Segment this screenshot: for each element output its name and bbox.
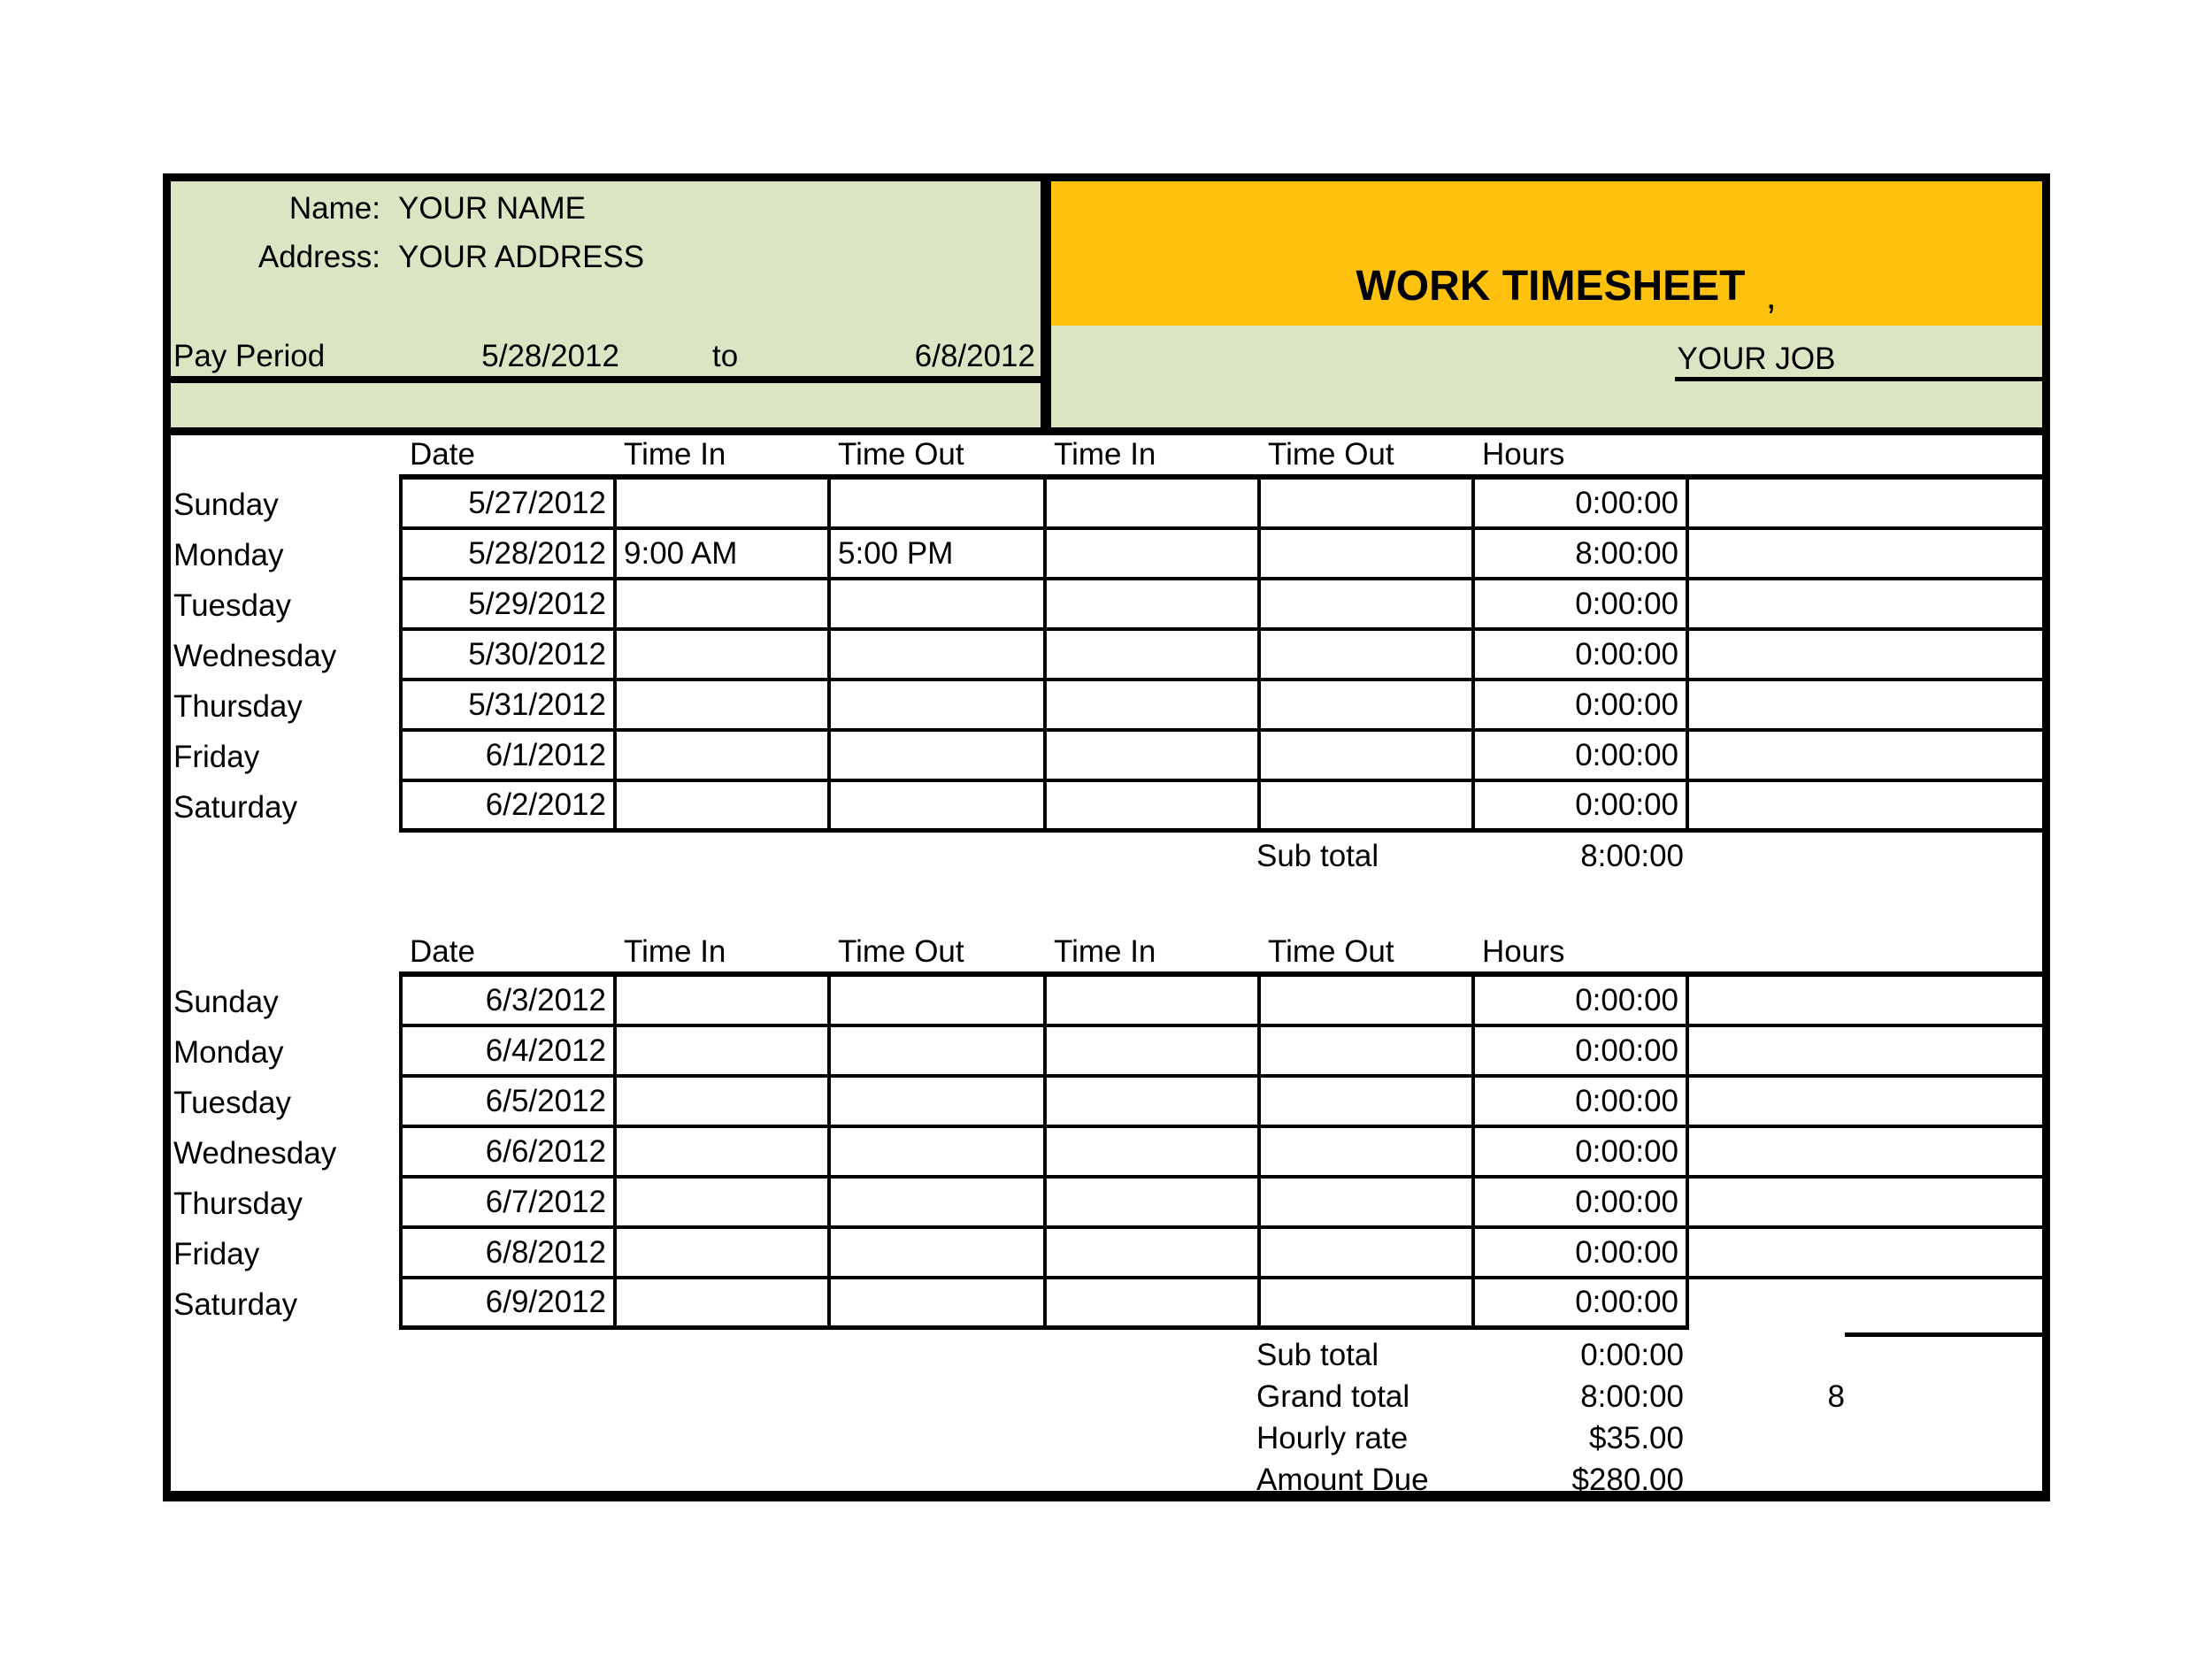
time-in-1-cell[interactable]	[613, 631, 827, 678]
hours-cell: 0:00:00	[1471, 1279, 1689, 1330]
time-out-1-cell[interactable]	[827, 681, 1043, 728]
time-out-2-cell[interactable]	[1257, 1128, 1471, 1175]
time-in-2-cell[interactable]	[1043, 580, 1257, 627]
col-header-hours: Hours	[1482, 934, 1565, 969]
table-area-top-border	[163, 427, 2050, 435]
hours-cell: 8:00:00	[1471, 530, 1689, 577]
week2-saturday-right-line	[1845, 1332, 2042, 1337]
grand-total-value: 8:00:00	[1580, 1379, 1684, 1414]
time-out-1-cell[interactable]	[827, 1078, 1043, 1125]
time-out-2-cell[interactable]	[1257, 1027, 1471, 1074]
header-divider	[1041, 173, 1051, 435]
time-in-2-cell[interactable]	[1043, 480, 1257, 526]
time-out-2-cell[interactable]	[1257, 782, 1471, 828]
date-cell[interactable]: 5/27/2012	[399, 480, 613, 526]
time-out-1-cell[interactable]	[827, 782, 1043, 828]
time-in-1-cell[interactable]	[613, 1128, 827, 1175]
col-header-time-in-2: Time In	[1054, 437, 1156, 472]
time-in-1-cell[interactable]	[613, 732, 827, 779]
page-title: WORK TIMESHEET	[1356, 263, 1746, 310]
time-out-1-cell[interactable]	[827, 580, 1043, 627]
pay-period-end[interactable]: 6/8/2012	[914, 339, 1035, 373]
time-out-2-cell[interactable]	[1257, 530, 1471, 577]
employee-panel-bottom-border	[163, 376, 1041, 383]
day-label: Thursday	[173, 1186, 303, 1221]
col-header-date: Date	[410, 934, 475, 969]
time-out-1-cell[interactable]	[827, 1128, 1043, 1175]
time-in-1-cell[interactable]	[613, 977, 827, 1024]
time-in-2-cell[interactable]	[1043, 1027, 1257, 1074]
day-label: Sunday	[173, 984, 279, 1019]
stray-apostrophe: ʼ	[1767, 298, 1776, 342]
time-out-1-cell[interactable]: 5:00 PM	[827, 530, 1043, 577]
table-row	[163, 732, 2050, 782]
col-header-date: Date	[410, 437, 475, 472]
table-row	[163, 1229, 2050, 1279]
week2-table	[163, 933, 2050, 1330]
week1-subtotal-value: 8:00:00	[1580, 839, 1684, 873]
table-row	[163, 631, 2050, 681]
time-in-1-cell[interactable]	[613, 782, 827, 828]
day-label: Friday	[173, 739, 260, 774]
time-in-2-cell[interactable]	[1043, 782, 1257, 828]
time-in-2-cell[interactable]	[1043, 1279, 1257, 1330]
time-in-1-cell[interactable]	[613, 1027, 827, 1074]
time-out-1-cell[interactable]	[827, 732, 1043, 779]
hours-cell: 0:00:00	[1471, 580, 1689, 627]
col-header-time-out-2: Time Out	[1268, 934, 1394, 969]
hours-cell: 0:00:00	[1471, 631, 1689, 678]
day-label: Monday	[173, 537, 284, 572]
col-header-time-in-2: Time In	[1054, 934, 1156, 969]
table-row	[163, 480, 2050, 530]
table-row	[163, 530, 2050, 580]
outer-border-bottom	[163, 1491, 2050, 1501]
day-label: Saturday	[173, 1286, 298, 1322]
time-in-2-cell[interactable]	[1043, 1128, 1257, 1175]
table-row	[163, 580, 2050, 631]
amount-due-label: Amount Due	[1256, 1463, 1429, 1497]
job-value[interactable]: YOUR JOB	[1677, 342, 1836, 376]
time-in-1-cell[interactable]	[613, 580, 827, 627]
hours-cell: 0:00:00	[1471, 732, 1689, 779]
col-header-time-out-2: Time Out	[1268, 437, 1394, 472]
outer-border-top	[163, 173, 2050, 181]
time-out-1-cell[interactable]	[827, 1229, 1043, 1276]
day-label: Monday	[173, 1034, 284, 1070]
table-row	[163, 1078, 2050, 1128]
hours-cell: 0:00:00	[1471, 480, 1689, 526]
date-cell[interactable]: 6/5/2012	[399, 1078, 613, 1125]
amount-due-value: $280.00	[1571, 1463, 1684, 1497]
date-cell[interactable]: 5/31/2012	[399, 681, 613, 728]
time-in-1-cell[interactable]	[613, 1179, 827, 1225]
week1-header-row	[163, 435, 2050, 480]
time-in-2-cell[interactable]	[1043, 732, 1257, 779]
col-header-hours: Hours	[1482, 437, 1565, 472]
day-label: Tuesday	[173, 587, 291, 623]
table-row	[163, 1179, 2050, 1229]
time-in-1-cell[interactable]	[613, 1229, 827, 1276]
date-cell[interactable]: 6/3/2012	[399, 977, 613, 1024]
time-in-1-cell[interactable]	[613, 1279, 827, 1330]
time-in-1-cell[interactable]	[613, 681, 827, 728]
table-row	[163, 1128, 2050, 1179]
time-out-1-cell[interactable]	[827, 1279, 1043, 1330]
time-out-1-cell[interactable]	[827, 1179, 1043, 1225]
week1-table	[163, 435, 2050, 833]
day-label: Tuesday	[173, 1085, 291, 1120]
date-cell[interactable]: 6/9/2012	[399, 1279, 613, 1330]
address-label: Address:	[257, 240, 380, 274]
col-header-time-in-1: Time In	[624, 437, 726, 472]
pay-period-start[interactable]: 5/28/2012	[481, 339, 619, 373]
table-row	[163, 782, 2050, 833]
time-in-2-cell[interactable]	[1043, 631, 1257, 678]
time-in-2-cell[interactable]	[1043, 977, 1257, 1024]
day-label: Thursday	[173, 688, 303, 724]
date-cell[interactable]: 5/30/2012	[399, 631, 613, 678]
hours-cell: 0:00:00	[1471, 782, 1689, 828]
hourly-rate-label: Hourly rate	[1256, 1421, 1409, 1455]
week1-subtotal-label: Sub total	[1256, 839, 1379, 873]
time-out-1-cell[interactable]	[827, 977, 1043, 1024]
time-in-2-cell[interactable]	[1043, 681, 1257, 728]
day-label: Wednesday	[173, 638, 337, 673]
name-label: Name:	[288, 191, 380, 226]
hours-cell: 0:00:00	[1471, 1027, 1689, 1074]
time-out-2-cell[interactable]	[1257, 1279, 1471, 1330]
date-cell[interactable]: 6/1/2012	[399, 732, 613, 779]
time-in-1-cell[interactable]	[613, 480, 827, 526]
date-cell[interactable]: 6/8/2012	[399, 1229, 613, 1276]
week2-subtotal-value: 0:00:00	[1580, 1338, 1684, 1372]
col-header-time-out-1: Time Out	[838, 934, 964, 969]
time-out-2-cell[interactable]	[1257, 480, 1471, 526]
time-out-2-cell[interactable]	[1257, 1078, 1471, 1125]
hours-cell: 0:00:00	[1471, 1179, 1689, 1225]
time-in-1-cell[interactable]: 9:00 AM	[613, 530, 827, 577]
time-out-2-cell[interactable]	[1257, 977, 1471, 1024]
time-in-2-cell[interactable]	[1043, 1179, 1257, 1225]
address-value[interactable]: YOUR ADDRESS	[398, 240, 645, 274]
day-label: Wednesday	[173, 1135, 337, 1171]
table-row	[163, 1027, 2050, 1078]
col-header-time-in-1: Time In	[624, 934, 726, 969]
time-out-2-cell[interactable]	[1257, 681, 1471, 728]
time-in-2-cell[interactable]	[1043, 530, 1257, 577]
date-cell[interactable]: 6/4/2012	[399, 1027, 613, 1074]
time-out-2-cell[interactable]	[1257, 631, 1471, 678]
grand-total-label: Grand total	[1256, 1379, 1410, 1414]
hours-cell: 0:00:00	[1471, 1078, 1689, 1125]
time-out-2-cell[interactable]	[1257, 580, 1471, 627]
time-out-2-cell[interactable]	[1257, 732, 1471, 779]
time-out-2-cell[interactable]	[1257, 1179, 1471, 1225]
name-value[interactable]: YOUR NAME	[398, 191, 586, 226]
date-cell[interactable]: 5/29/2012	[399, 580, 613, 627]
hourly-rate-value[interactable]: $35.00	[1588, 1421, 1684, 1455]
hours-cell: 0:00:00	[1471, 977, 1689, 1024]
table-row	[163, 681, 2050, 732]
time-out-2-cell[interactable]	[1257, 1229, 1471, 1276]
time-out-1-cell[interactable]	[827, 631, 1043, 678]
pay-period-to: to	[712, 339, 739, 373]
day-label: Sunday	[173, 487, 279, 522]
hours-cell: 0:00:00	[1471, 681, 1689, 728]
week2-header-row	[163, 933, 2050, 977]
date-cell[interactable]: 6/6/2012	[399, 1128, 613, 1175]
week2-subtotal-label: Sub total	[1256, 1338, 1379, 1372]
date-cell[interactable]: 6/2/2012	[399, 782, 613, 828]
time-in-1-cell[interactable]	[613, 1078, 827, 1125]
hours-cell: 0:00:00	[1471, 1128, 1689, 1175]
date-cell[interactable]: 6/7/2012	[399, 1179, 613, 1225]
grand-total-decimal-hours: 8	[1827, 1379, 1845, 1414]
day-label: Friday	[173, 1236, 260, 1271]
hours-cell: 0:00:00	[1471, 1229, 1689, 1276]
table-row	[163, 977, 2050, 1027]
day-label: Saturday	[173, 789, 298, 825]
time-out-1-cell[interactable]	[827, 1027, 1043, 1074]
col-header-time-out-1: Time Out	[838, 437, 964, 472]
date-cell[interactable]: 5/28/2012	[399, 530, 613, 577]
time-in-2-cell[interactable]	[1043, 1229, 1257, 1276]
pay-period-label: Pay Period	[173, 339, 326, 373]
time-out-1-cell[interactable]	[827, 480, 1043, 526]
table-row	[163, 1279, 2050, 1330]
time-in-2-cell[interactable]	[1043, 1078, 1257, 1125]
